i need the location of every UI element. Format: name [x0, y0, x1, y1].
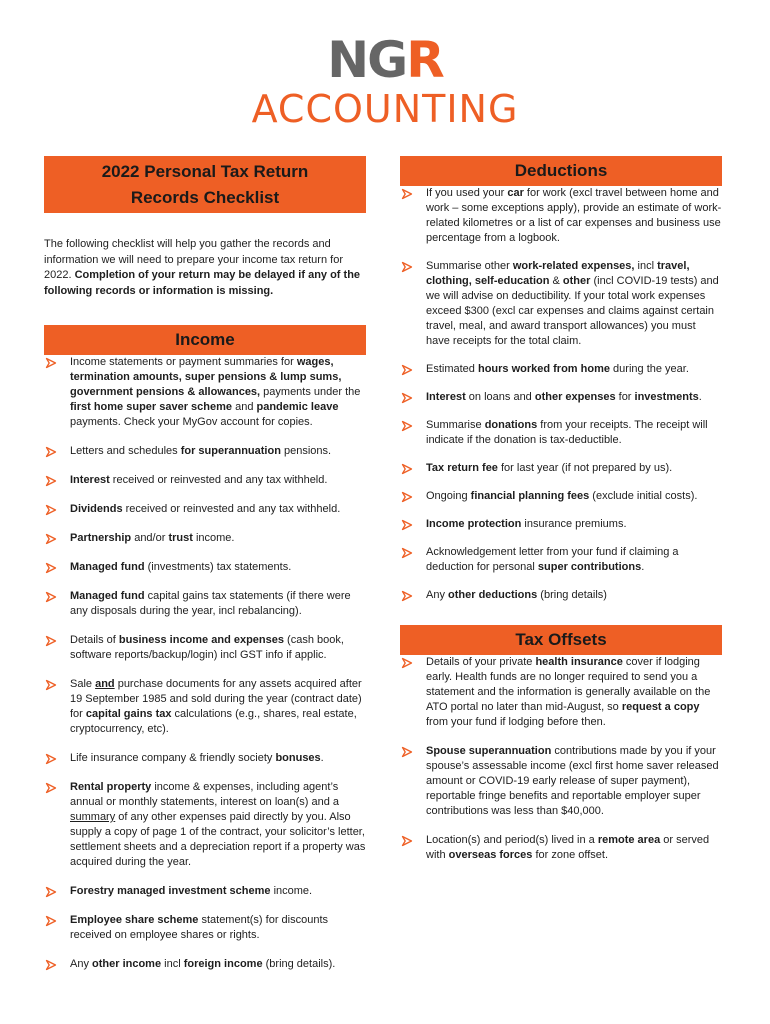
tax-offsets-checklist: [400, 655, 722, 863]
arrowhead-bullet-icon: [45, 782, 57, 794]
item-text: If you used your: [426, 187, 508, 199]
right-column: [400, 156, 722, 863]
item-text: first home super saver scheme: [70, 401, 233, 413]
logo-brand-r: R: [406, 31, 443, 89]
item-text: Ongoing: [426, 490, 471, 502]
item-text: other income: [92, 958, 162, 970]
arrowhead-bullet-icon: [45, 679, 57, 691]
income-item: [44, 751, 366, 766]
item-text: work-related expenses,: [512, 260, 635, 272]
item-text: bonuses: [275, 752, 321, 764]
item-text: of any other expenses paid directly by you. Also supply a copy of page 1 of the contract, your solicitor’s letter, settlement sheets and a depreciation report if a property was acquired during the year.: [70, 811, 366, 868]
arrowhead-bullet-icon: [401, 261, 413, 273]
item-text: summary: [70, 811, 116, 823]
item-text: contributions made by you if your spouse’s assessable income (excl first home saver released amount or COVID-19 early release of super payment), reportable fringe benefits and reportable employer super contributions was less than $40,000.: [426, 745, 719, 817]
item-text: trust: [168, 532, 193, 544]
tax-offsets-item: [400, 744, 722, 819]
item-text: Employee share scheme: [70, 914, 199, 926]
item-text: Income protection: [426, 518, 522, 530]
item-text: during the year.: [610, 363, 689, 375]
item-text: Any: [70, 958, 93, 970]
item-text: Interest: [426, 391, 466, 403]
item-text: Tax return fee: [426, 462, 498, 474]
deductions-item: [400, 461, 722, 476]
item-text: Acknowledgement letter from your fund if claiming a deduction for personal: [426, 546, 679, 573]
income-item: [44, 502, 366, 517]
deductions-item: [400, 362, 722, 377]
income-item: [44, 780, 366, 870]
item-text: insurance premiums.: [521, 518, 627, 530]
deductions-item: [400, 418, 722, 448]
item-text: for last year (if not prepared by us).: [497, 462, 673, 474]
item-text: .: [320, 752, 324, 764]
income-item: [44, 884, 366, 899]
item-text: Summarise other: [426, 260, 513, 272]
item-text: &: [549, 275, 563, 287]
item-text: Letters and schedules: [70, 445, 181, 457]
arrowhead-bullet-icon: [45, 915, 57, 927]
item-text: payments under the: [260, 386, 361, 398]
arrowhead-bullet-icon: [401, 491, 413, 503]
item-text: request a copy: [621, 701, 700, 713]
item-text: (incl COVID-19 tests) and we will advise on deductibility. If your total work expenses exceed $300 (excl car expenses and claims against certain travel, meal, and award transport allowances) you must have receipts for the total claim.: [426, 275, 719, 347]
item-text: and/or: [131, 532, 169, 544]
item-text: super contributions: [537, 561, 642, 573]
income-item: [44, 633, 366, 663]
arrowhead-bullet-icon: [401, 746, 413, 758]
item-text: and: [95, 678, 115, 690]
intro-paragraph: [44, 237, 366, 299]
income-checklist: [44, 355, 366, 972]
item-text: foreign income: [183, 958, 263, 970]
item-text: Interest: [70, 474, 110, 486]
arrowhead-bullet-icon: [401, 547, 413, 559]
item-text: from your fund if lodging before then.: [426, 716, 606, 728]
item-text: wages, termination amounts, super pensions & lump sums, government pensions & allowances,: [70, 356, 342, 398]
income-item: [44, 913, 366, 943]
intro-warning: Completion of your return may be delayed if any of the following records or information is missing.: [44, 269, 361, 297]
item-text: Spouse superannuation: [426, 745, 552, 757]
item-text: or served with: [426, 834, 710, 861]
title-line-1: 2022 Personal Tax Return: [101, 162, 309, 181]
item-text: calculations (e.g., shares, real estate, cryptocurrency, etc).: [70, 708, 357, 735]
deductions-item: [400, 259, 722, 349]
item-text: received or reinvested and any tax withheld.: [122, 503, 341, 515]
deductions-checklist: [400, 186, 722, 603]
item-text: travel, clothing, self-education: [426, 260, 690, 287]
item-text: (bring details).: [262, 958, 336, 970]
arrowhead-bullet-icon: [45, 357, 57, 369]
deductions-item: [400, 545, 722, 575]
item-text: investments: [634, 391, 699, 403]
income-item: [44, 560, 366, 575]
title-banner: [44, 156, 366, 213]
deductions-item: [400, 186, 722, 246]
arrowhead-bullet-icon: [45, 475, 57, 487]
arrowhead-bullet-icon: [401, 657, 413, 669]
logo-brand-n: N: [327, 31, 368, 89]
arrowhead-bullet-icon: [45, 959, 57, 971]
item-text: (cash book, software reports/backup/login) incl GST info if applic.: [70, 634, 344, 661]
item-text: other deductions: [448, 589, 538, 601]
item-text: income.: [192, 532, 235, 544]
item-text: from your receipts. The receipt will indicate if the donation is tax-deductible.: [426, 419, 708, 446]
item-text: other: [562, 275, 591, 287]
item-text: car: [507, 187, 524, 199]
item-text: income & expenses, including agent’s annual or monthly statements, interest on loan(s) and a: [70, 781, 340, 808]
item-text: Sale: [70, 678, 96, 690]
item-text: hours worked from home: [477, 363, 610, 375]
item-text: .: [641, 561, 645, 573]
arrowhead-bullet-icon: [401, 835, 413, 847]
item-text: Details of your private: [426, 656, 536, 668]
item-text: capital gains tax statements (if there were any disposals during the year, incl rebalancing).: [70, 590, 351, 617]
item-text: donations: [484, 419, 538, 431]
item-text: for: [615, 391, 635, 403]
income-item: [44, 677, 366, 737]
item-text: Income statements or payment summaries for: [70, 356, 297, 368]
income-item: [44, 473, 366, 488]
item-text: (investments) tax statements.: [144, 561, 292, 573]
arrowhead-bullet-icon: [45, 886, 57, 898]
item-text: for superannuation: [180, 445, 281, 457]
item-text: Life insurance company & friendly society: [70, 752, 276, 764]
deductions-item: [400, 588, 722, 603]
arrowhead-bullet-icon: [401, 420, 413, 432]
income-item: [44, 589, 366, 619]
arrowhead-bullet-icon: [45, 504, 57, 516]
income-heading: Income: [44, 325, 366, 355]
arrowhead-bullet-icon: [45, 635, 57, 647]
item-text: capital gains tax: [85, 708, 172, 720]
intro-text: The following checklist will help you gather the records and information we will need to prepare your income tax return for 2022.: [44, 238, 343, 281]
income-item: [44, 531, 366, 546]
arrowhead-bullet-icon: [45, 753, 57, 765]
item-text: Managed fund: [70, 590, 145, 602]
item-text: pensions.: [280, 445, 332, 457]
left-column: [44, 156, 366, 972]
item-text: Summarise: [426, 419, 485, 431]
arrowhead-bullet-icon: [401, 364, 413, 376]
income-item: [44, 355, 366, 430]
item-text: financial planning fees: [470, 490, 590, 502]
arrowhead-bullet-icon: [45, 533, 57, 545]
arrowhead-bullet-icon: [401, 519, 413, 531]
deductions-item: [400, 517, 722, 532]
item-text: Partnership: [70, 532, 132, 544]
tax-offsets-heading: Tax Offsets: [400, 625, 722, 655]
item-text: and: [232, 401, 257, 413]
item-text: pandemic leave: [256, 401, 339, 413]
item-text: Any: [426, 589, 449, 601]
item-text: Forestry managed investment scheme: [70, 885, 271, 897]
logo-brand-g: G: [367, 31, 407, 89]
item-text: for zone offset.: [532, 849, 609, 861]
arrowhead-bullet-icon: [45, 562, 57, 574]
item-text: cover if lodging early. Health funds are no longer required to send you a statement and the information is generally available on the ATO portal no later than mid-August, so: [426, 656, 711, 713]
item-text: (exclude initial costs).: [589, 490, 698, 502]
item-text: incl: [161, 958, 184, 970]
item-text: incl: [634, 260, 658, 272]
item-text: purchase documents for any assets acquired after 19 September 1985 and sold during the year (contract date) for: [70, 678, 362, 720]
item-text: business income and expenses: [118, 634, 284, 646]
item-text: statement(s) for discounts received on employee shares or rights.: [70, 914, 329, 941]
item-text: .: [698, 391, 702, 403]
title-line-2: Records Checklist: [130, 188, 280, 207]
item-text: Dividends: [70, 503, 123, 515]
income-item: [44, 957, 366, 972]
item-text: for work (excl travel between home and work – some exceptions apply), provide an estimate of work-related kilometres or a list of car expenses and business use percentage from a logbook.: [426, 187, 722, 244]
arrowhead-bullet-icon: [401, 392, 413, 404]
item-text: payments. Check your MyGov account for copies.: [70, 416, 313, 428]
item-text: Estimated: [426, 363, 478, 375]
deductions-item: [400, 489, 722, 504]
income-item: [44, 444, 366, 459]
logo-name: ACCOUNTING: [251, 87, 519, 131]
tax-offsets-item: [400, 833, 722, 863]
arrowhead-bullet-icon: [45, 446, 57, 458]
item-text: on loans and: [465, 391, 535, 403]
item-text: health insurance: [535, 656, 623, 668]
item-text: Location(s) and period(s) lived in a: [426, 834, 598, 846]
item-text: other expenses: [534, 391, 616, 403]
arrowhead-bullet-icon: [401, 590, 413, 602]
logo-brand: [0, 31, 770, 89]
arrowhead-bullet-icon: [401, 188, 413, 200]
deductions-item: [400, 390, 722, 405]
item-text: Rental property: [70, 781, 152, 793]
item-text: income.: [270, 885, 313, 897]
item-text: received or reinvested and any tax withheld.: [109, 474, 328, 486]
tax-offsets-item: [400, 655, 722, 730]
item-text: Managed fund: [70, 561, 145, 573]
item-text: (bring details): [537, 589, 607, 601]
deductions-heading: Deductions: [400, 156, 722, 186]
item-text: remote area: [597, 834, 661, 846]
item-text: Details of: [70, 634, 119, 646]
arrowhead-bullet-icon: [45, 591, 57, 603]
company-logo: [0, 31, 770, 134]
arrowhead-bullet-icon: [401, 463, 413, 475]
item-text: overseas forces: [448, 849, 533, 861]
